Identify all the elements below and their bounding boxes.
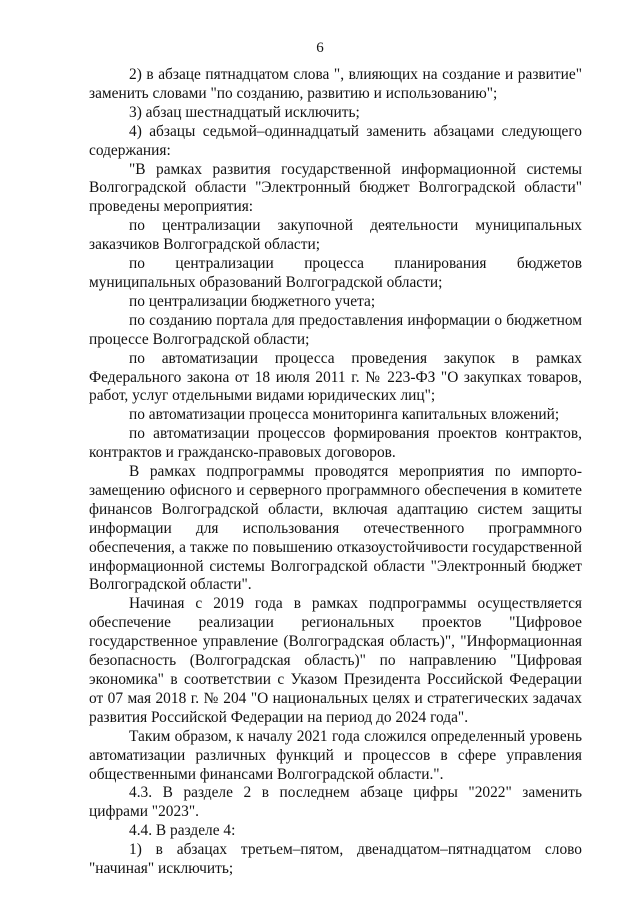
paragraph-section-4-4: 4.4. В разделе 4:: [129, 822, 236, 840]
paragraph-measure-portal: по созданию портала для предоставления информации о бюджетном процессе Волгоградской области;: [89, 311, 582, 348]
paragraph-section-4-3: 4.3. В разделе 2 в последнем абзаце цифры "2022" заменить цифрами "2023".: [89, 784, 582, 821]
paragraph-measure-contracts: по автоматизации процессов формирования проектов контрактов, контрактов и гражданско-правовых договоров.: [89, 425, 582, 462]
document-body: [89, 66, 582, 879]
paragraph-summary-2021: Таким образом, к началу 2021 года сложился определенный уровень автоматизации различных функций и процессов в сфере управления общественными финансами Волгоградской области.".: [89, 727, 582, 783]
paragraph-measure-accounting: по централизации бюджетного учета;: [129, 292, 376, 310]
paragraph-measure-procurement: по централизации закупочной деятельности муниципальных заказчиков Волгоградской области;: [89, 217, 582, 254]
paragraph-measure-budget-planning: по централизации процесса планирования бюджетов муниципальных образований Волгоградской области;: [89, 255, 582, 291]
paragraph-quote-intro: "В рамках развития государственной информационной системы Волгоградской области "Электронный бюджет Волгоградской области" проведены мероприятия:: [89, 160, 582, 216]
paragraph-regional-projects: Начиная с 2019 года в рамках подпрограммы осуществляется обеспечение реализации региональных проектов "Цифровое государственное управление (Волгоградская область)", "Информационная безопасность (Волгоградская область)" по направлению "Цифровая экономика" в соответствии с Указом Президента Российской Федерации от 07 мая 2018 г. № 204 "О национальных целях и стратегических задачах развития Российской Федерации на период до 2024 года".: [89, 595, 582, 726]
paragraph-section-4-4-item-1: 1) в абзацах третьем–пятом, двенадцатом–пятнадцатом слово "начиная" исключить;: [89, 841, 582, 878]
paragraph-item-2-amend: 2) в абзаце пятнадцатом слова ", влияющих на создание и развитие" заменить словами "по созданию, развитию и использованию";: [89, 66, 582, 102]
paragraph-measure-capital-investments: по автоматизации процесса мониторинга капитальных вложений;: [129, 406, 560, 424]
paragraph-import-substitution: В рамках подпрограммы проводятся мероприятия по импорто-замещению офисного и серверного программного обеспечения в комитете финансов Волгоградской области, включая адаптацию систем защиты информации для использования отечественного программного обеспечения, а также по повышению отказоустойчивости государственной информационной системы Волгоградской области "Электронный бюджет Волгоградской области".: [89, 463, 582, 594]
paragraph-measure-223fz: по автоматизации процесса проведения закупок в рамках Федерального закона от 18 июля 2011 г. № 223-ФЗ "О закупках товаров, работ, услуг отдельными видами юридических лиц";: [89, 349, 582, 405]
page-number: 6: [316, 40, 324, 56]
paragraph-item-3-exclude: 3) абзац шестнадцатый исключить;: [129, 103, 360, 121]
paragraph-item-4-replace: 4) абзацы седьмой–одиннадцатый заменить абзацами следующего содержания:: [89, 122, 582, 159]
